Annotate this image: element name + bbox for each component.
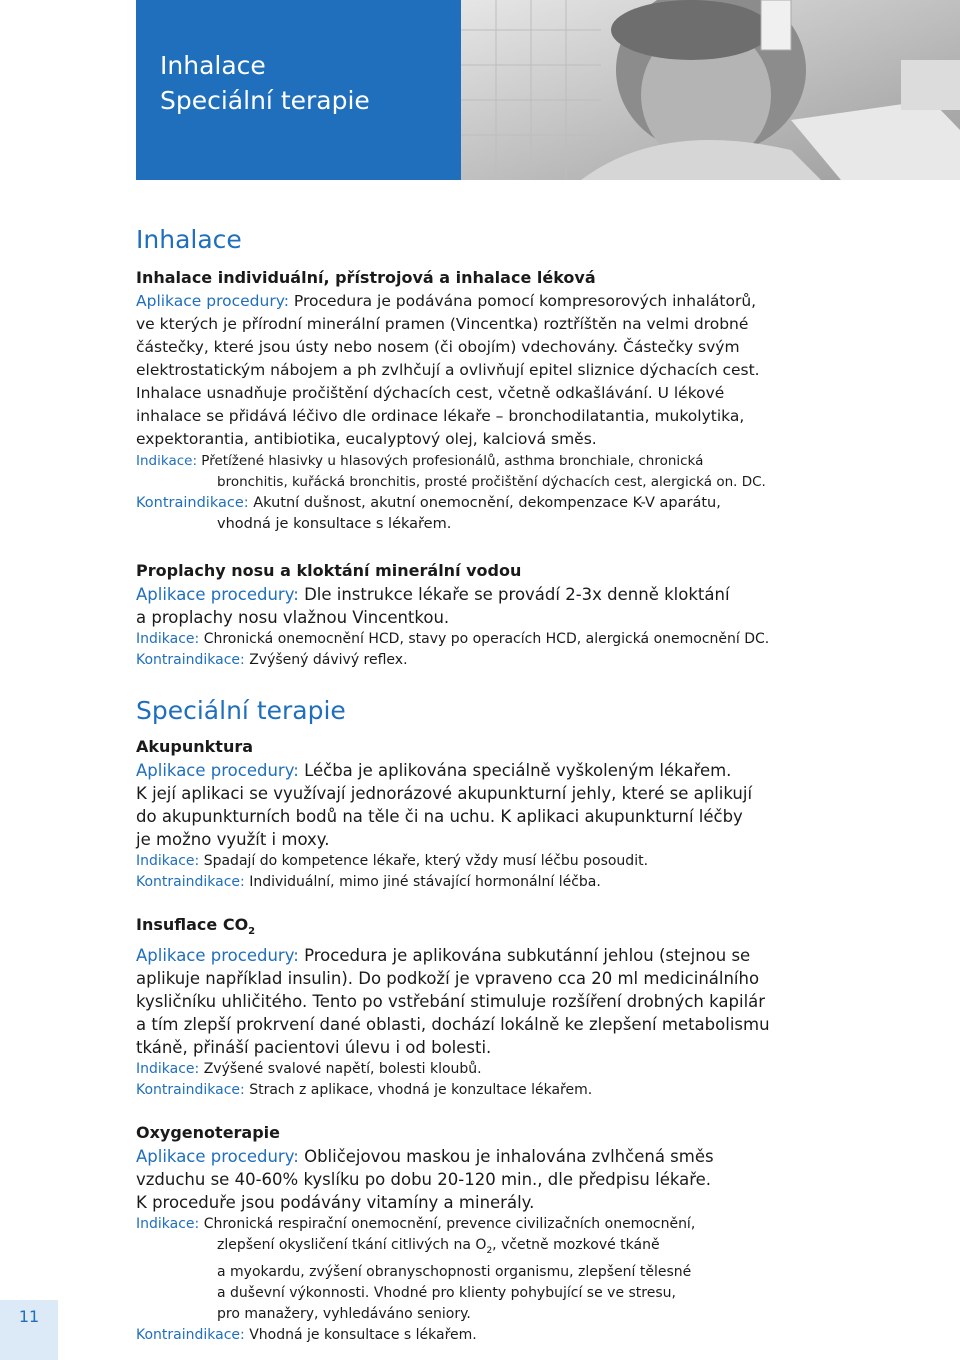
label-indikace: Indikace:	[136, 1061, 200, 1078]
text-line: ve kterých je přírodní minerální pramen (Vincentka) roztříštěn na velmi drobné	[136, 315, 749, 333]
text-line: Dle instrukce lékaře se provádí 2-3x denně kloktání	[304, 585, 730, 604]
text-line: Procedura je podávána pomocí kompresorových inhalátorů,	[293, 292, 757, 310]
label-indikace: Indikace:	[136, 853, 200, 869]
banner-line-2: Speciální terapie	[160, 86, 370, 115]
label-aplikace: Aplikace procedury:	[136, 946, 299, 966]
text-line: Obličejovou maskou je inhalována zvlhčená směs	[304, 1147, 714, 1167]
section-title-inhalace: Inhalace	[136, 225, 242, 254]
text-line: a proplachy nosu vlažnou Vincentkou.	[136, 608, 450, 627]
label-aplikace: Aplikace procedury:	[136, 1147, 299, 1167]
insuflace-indikace-block	[136, 1059, 846, 1101]
text-line: a myokardu, zvýšení obranyschopnosti organismu, zlepšení tělesné	[217, 1263, 692, 1280]
text-line: Léčba je aplikována speciálně vyškoleným lékařem.	[304, 761, 732, 780]
text-line: Zvýšené svalové napětí, bolesti kloubů.	[203, 1061, 482, 1078]
text-line: Akutní dušnost, akutní onemocnění, dekompenzace K-V aparátu,	[253, 495, 721, 511]
text-line: inhalace se přidává léčivo dle ordinace lékaře – bronchodilatantia, mukolytika,	[136, 407, 745, 425]
proplachy-indikace-block	[136, 629, 846, 671]
label-indikace: Indikace:	[136, 1216, 200, 1233]
page-number	[0, 1300, 58, 1360]
text-line: do akupunkturních bodů na těle či na uchu. K aplikaci akupunkturní léčby	[136, 807, 743, 826]
text-line: pro manažery, vyhledáváno seniory.	[217, 1305, 471, 1322]
text-line: Chronická onemocnění HCD, stavy po operacích HCD, alergická onemocnění DC.	[203, 631, 770, 647]
text-line: a duševní výkonnosti. Vhodné pro klienty pohybující se ve stresu,	[217, 1284, 676, 1301]
akupunktura-indikace-block	[136, 851, 846, 893]
text-line: tkáně, přináší pacientovi úlevu i od bolesti.	[136, 1038, 492, 1058]
label-aplikace: Aplikace procedury:	[136, 585, 299, 604]
subheading-inhalace-individualni: Inhalace individuální, přístrojová a inhalace léková	[136, 268, 596, 287]
label-aplikace: Aplikace procedury:	[136, 292, 289, 310]
text-line: Inhalace usnadňuje pročištění dýchacích cest, včetně odkašlávání. U lékové	[136, 384, 725, 402]
page-content	[136, 222, 846, 1346]
label-kontraindikace: Kontraindikace:	[136, 652, 245, 668]
text-line: Vhodná je konsultace s lékařem.	[249, 1326, 477, 1343]
subscript-2: 2	[486, 1245, 493, 1256]
insuflace-heading-sub: 2	[248, 926, 256, 938]
banner-title	[160, 48, 370, 118]
text-line: aplikuje například insulin). Do podkoží je vpraveno cca 20 ml medicinálního	[136, 969, 760, 989]
insuflace-aplikace-block	[136, 944, 846, 1059]
patient-inhalation-photo	[461, 0, 960, 180]
inhalace-kontra-block	[136, 493, 846, 535]
text-fragment: zlepšení okysličení tkání citlivých na O	[217, 1237, 487, 1254]
text-line: Přetížené hlasivky u hlasových profesionálů, asthma bronchiale, chronická	[201, 453, 704, 469]
label-kontraindikace: Kontraindikace:	[136, 1082, 245, 1099]
oxygenoterapie-aplikace-block	[136, 1145, 846, 1214]
label-indikace: Indikace:	[136, 631, 200, 647]
text-line: částečky, které jsou ústy nebo nosem (či obojím) vdechovány. Částečky svým	[136, 338, 740, 356]
insuflace-heading-text: Insuflace CO	[136, 915, 249, 934]
label-kontraindikace: Kontraindikace:	[136, 1326, 245, 1343]
header-photo	[461, 0, 960, 180]
text-line: je možno využít i moxy.	[136, 830, 330, 849]
subheading-insuflace	[136, 913, 846, 944]
banner-line-1: Inhalace	[160, 51, 266, 80]
text-line	[136, 1235, 846, 1262]
text-line: Chronická respirační onemocnění, prevence civilizačních onemocnění,	[203, 1216, 696, 1233]
text-line: kysličníku uhličitého. Tento po vstřebání stimuluje rozšíření drobných kapilár	[136, 992, 766, 1012]
page-number-text: 11	[18, 1307, 40, 1326]
subheading-akupunktura: Akupunktura	[136, 737, 254, 756]
label-aplikace: Aplikace procedury:	[136, 761, 299, 780]
text-line: vzduchu se 40-60% kyslíku po dobu 20-120 min., dle předpisu lékaře.	[136, 1170, 712, 1190]
inhalace-indikace-block	[136, 451, 846, 493]
text-line: Individuální, mimo jiné stávající hormonální léčba.	[249, 874, 601, 890]
text-line: elektrostatickým nábojem a ph zvlhčují a ovlivňují epitel sliznice dýchacích cest.	[136, 361, 760, 379]
label-kontraindikace: Kontraindikace:	[136, 495, 249, 511]
label-indikace: Indikace:	[136, 453, 197, 469]
text-line: expektorantia, antibiotika, eucalyptový olej, kalciová směs.	[136, 430, 597, 448]
subheading-proplachy: Proplachy nosu a kloktání minerální vodou	[136, 561, 522, 580]
text-fragment: , včetně mozkové tkáně	[492, 1237, 660, 1254]
proplachy-aplikace-block	[136, 583, 846, 629]
text-line: Spadají do kompetence lékaře, který vždy musí léčbu posoudit.	[203, 853, 649, 869]
text-line: bronchitis, kuřácká bronchitis, prosté pročištění dýchacích cest, alergická on. DC.	[217, 474, 766, 490]
text-line: Zvýšený dávivý reflex.	[249, 652, 408, 668]
text-line: K proceduře jsou podávány vitamíny a minerály.	[136, 1193, 535, 1213]
text-line: Procedura je aplikována subkutánní jehlou (stejnou se	[304, 946, 751, 966]
label-kontraindikace: Kontraindikace:	[136, 874, 245, 890]
text-line: K její aplikaci se využívají jednorázové akupunkturní jehly, které se aplikují	[136, 784, 753, 803]
inhalace-aplikace-block	[136, 290, 846, 451]
akupunktura-aplikace-block	[136, 759, 846, 851]
text-line: a tím zlepší prokrvení dané oblasti, dochází lokálně ke zlepšení metabolismu	[136, 1015, 770, 1035]
section-title-specialni-terapie: Speciální terapie	[136, 696, 346, 725]
subheading-oxygenoterapie: Oxygenoterapie	[136, 1123, 281, 1143]
text-line: vhodná je konsultace s lékařem.	[217, 516, 452, 532]
oxygenoterapie-indikace-block	[136, 1214, 846, 1346]
text-line: Strach z aplikace, vhodná je konzultace lékařem.	[249, 1082, 593, 1099]
